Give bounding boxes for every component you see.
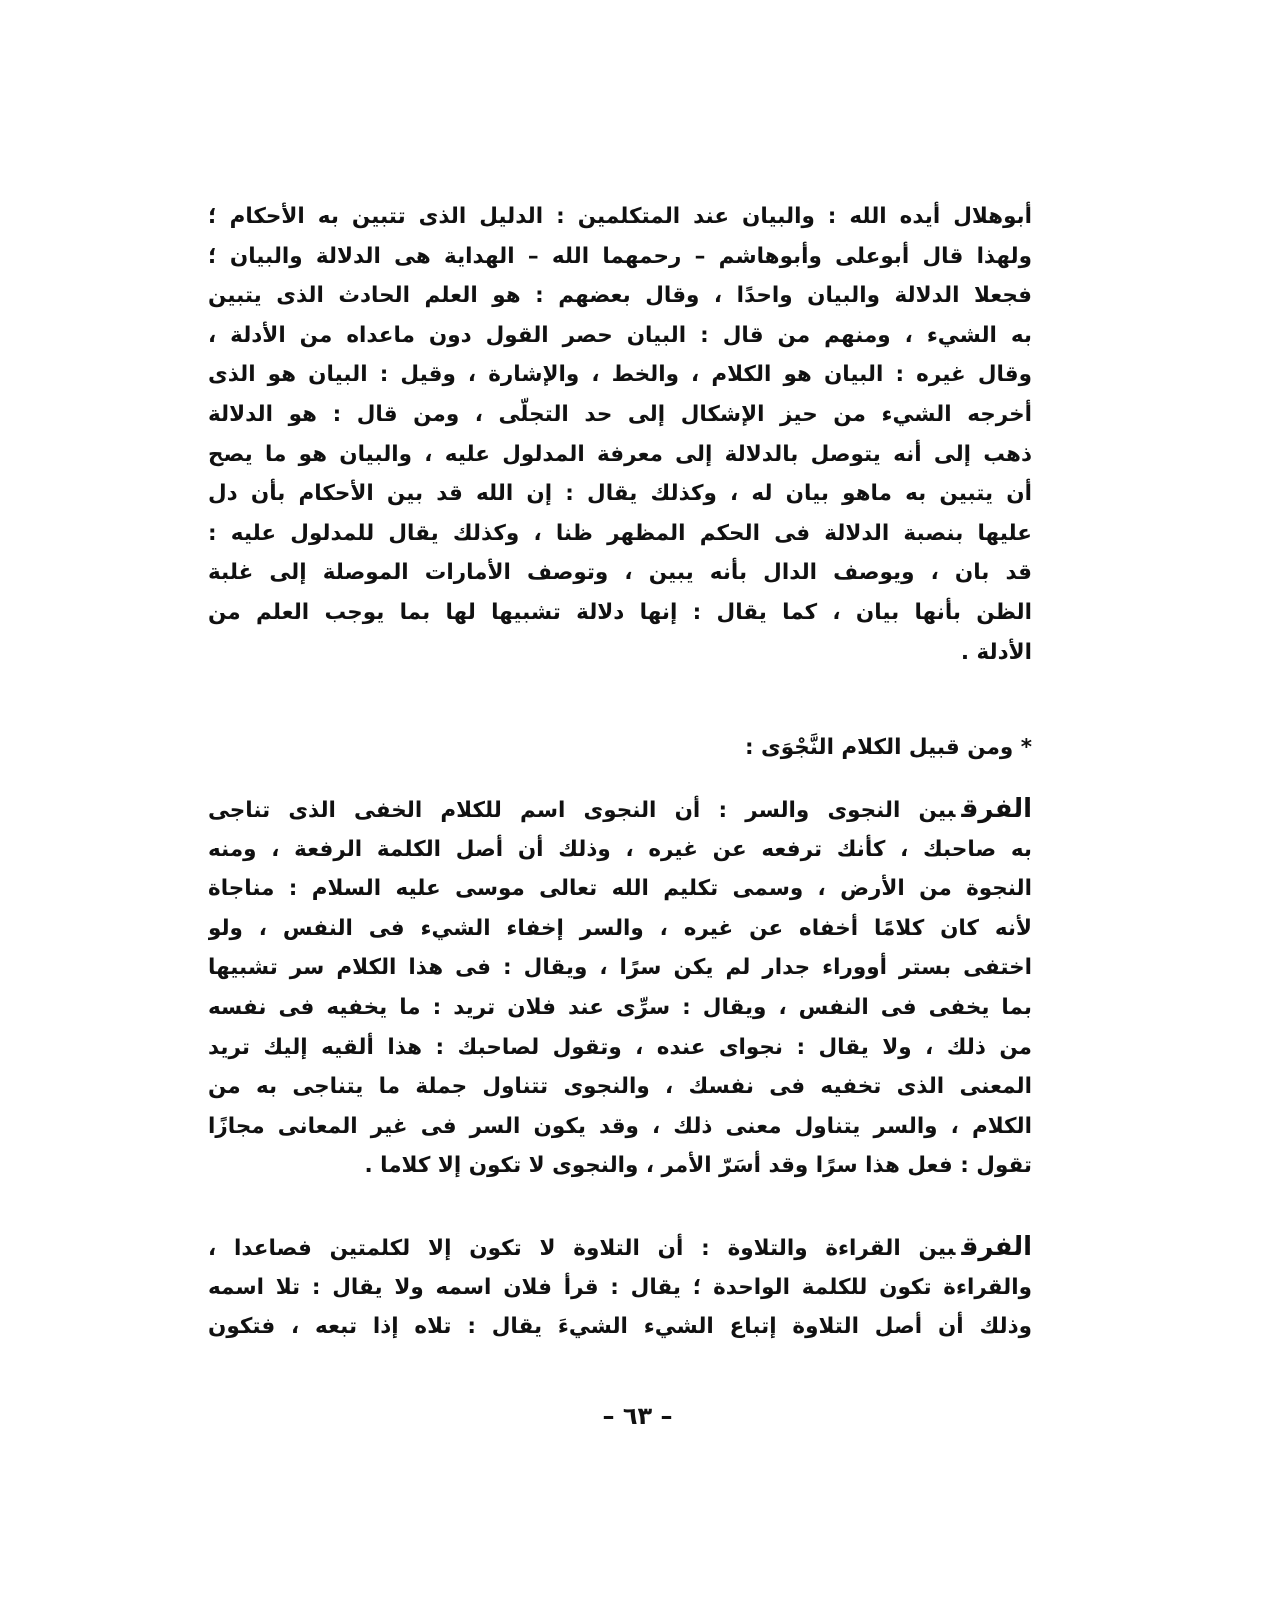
text-line — [208, 1228, 1032, 1268]
text-line: وقال غيره : البيان هو الكلام ، والخط ، والإشارة ، وقيل : البيان هو الذى — [208, 362, 1032, 388]
text-line: به الشيء ، ومنهم من قال : البيان حصر القول دون ماعداه من الأدلة ، — [208, 322, 1032, 348]
term-farq: الفرق — [961, 1232, 1032, 1262]
text-line: لأنه كان كلامًا أخفاه عن غيره ، والسر إخفاء الشيء فى النفس ، ولو — [208, 915, 1032, 941]
text-line: والقراءة تكون للكلمة الواحدة ؛ يقال : قرأ فلان اسمه ولا يقال : تلا اسمه — [208, 1274, 1032, 1300]
text-line-content: بين النجوى والسر : أن النجوى اسم للكلام الخفى الذى تناجى — [208, 798, 956, 823]
section-heading-block — [208, 728, 1032, 768]
text-line: فجعلا الدلالة والبيان واحدًا ، وقال بعضهم : هو العلم الحادث الذى يتبين — [208, 283, 1032, 309]
text-line: أن يتبين به ماهو بيان له ، وكذلك يقال : إن الله قد بين الأحكام بأن دل — [208, 481, 1032, 507]
text-line — [208, 790, 1032, 830]
text-line: ولهذا قال أبوعلى وأبوهاشم – رحمهما الله – الهداية هى الدلالة والبيان ؛ — [208, 243, 1032, 269]
paragraph-qiraa-tilawa — [208, 1228, 1032, 1347]
text-line: الأدلة . — [960, 639, 1032, 665]
text-line: الكلام ، والسر يتناول معنى ذلك ، وقد يكون السر فى غير المعانى مجازًا — [208, 1113, 1032, 1139]
text-line: وذلك أن أصل التلاوة إتباع الشيء الشيءَ يقال : تلاه إذا تبعه ، فتكون — [208, 1314, 1032, 1340]
text-line: الظن بأنها بيان ، كما يقال : إنها دلالة تشبيها لها بما يوجب العلم من — [208, 599, 1032, 625]
text-line: أخرجه الشيء من حيز الإشكال إلى حد التجلّى ، ومن قال : هو الدلالة — [208, 401, 1032, 427]
page-number: – ٦٣ – — [602, 1402, 673, 1430]
text-line: اختفى بستر أووراء جدار لم يكن سرًا ، ويقال : فى هذا الكلام سر تشبيها — [208, 955, 1032, 981]
term-farq: الفرق — [961, 794, 1032, 824]
text-line: به صاحبك ، كأنك ترفعه عن غيره ، وذلك أن أصل الكلمة الرفعة ، ومنه — [208, 836, 1032, 862]
text-line: المعنى الذى تخفيه فى نفسك ، والنجوى تتناول جملة ما يتناجى به من — [208, 1074, 1032, 1100]
section-heading: * ومن قبيل الكلام النَّجْوَى : — [744, 735, 1032, 760]
text-line: النجوة من الأرض ، وسمى تكليم الله تعالى موسى عليه السلام : مناجاة — [208, 876, 1032, 902]
text-line: بما يخفى فى النفس ، ويقال : سرِّى عند فلان تريد : ما يخفيه فى نفسه — [208, 994, 1032, 1020]
text-line: من ذلك ، ولا يقال : نجواى عنده ، وتقول لصاحبك : هذا ألقيه إليك تريد — [208, 1034, 1032, 1060]
text-line: تقول : فعل هذا سرًا وقد أسَرّ الأمر ، والنجوى لا تكون إلا كلاما . — [364, 1153, 1032, 1179]
text-line: ذهب إلى أنه يتوصل بالدلالة إلى معرفة المدلول عليه ، والبيان هو ما يصح — [208, 441, 1032, 467]
paragraph-najwa-sirr — [208, 790, 1032, 1186]
text-line-content: بين القراءة والتلاوة : أن التلاوة لا تكون إلا لكلمتين فصاعدا ، — [208, 1236, 956, 1261]
paragraph-bayan — [208, 197, 1032, 672]
text-line: عليها بنصبة الدلالة فى الحكم المظهر ظنا ، وكذلك يقال للمدلول عليه : — [208, 520, 1032, 546]
text-line: أبوهلال أيده الله : والبيان عند المتكلمين : الدليل الذى تتبين به الأحكام ؛ — [208, 204, 1032, 229]
text-line: قد بان ، ويوصف الدال بأنه يبين ، وتوصف الأمارات الموصلة إلى غلبة — [208, 560, 1032, 586]
